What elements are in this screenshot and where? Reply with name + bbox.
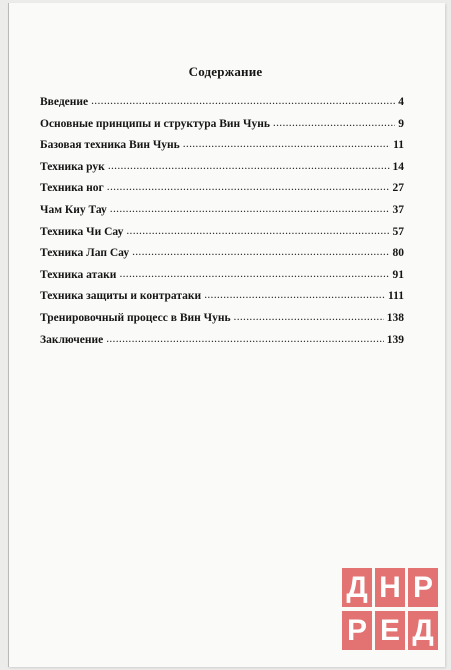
toc-entry-label: Чам Киу Тау xyxy=(40,203,107,216)
toc-dot-leader xyxy=(126,225,389,237)
toc-entry xyxy=(40,204,404,226)
toc-dot-leader xyxy=(132,246,389,258)
toc-entry-page: 9 xyxy=(398,117,404,130)
toc-entry-page: 91 xyxy=(392,268,404,281)
toc-dot-leader xyxy=(108,160,390,172)
toc-dot-leader xyxy=(119,268,389,280)
toc-entry-label: Заключение xyxy=(40,333,104,346)
toc-entry-label: Техника рук xyxy=(40,160,105,173)
toc-entry xyxy=(40,312,404,334)
toc-entry-label: Техника защиты и контратаки xyxy=(40,290,202,303)
toc-entry-page: 111 xyxy=(388,290,404,303)
watermark-top-row xyxy=(342,568,440,607)
toc-entry xyxy=(40,290,404,312)
toc-dot-leader xyxy=(234,311,384,323)
toc-entry xyxy=(40,247,404,269)
watermark-letter: Д xyxy=(342,568,372,607)
toc-entry xyxy=(40,182,404,204)
toc-entry-label: Основные принципы и структура Вин Чунь xyxy=(40,117,270,130)
toc-entry-label: Базовая техника Вин Чунь xyxy=(40,139,180,152)
watermark-logo xyxy=(342,568,440,650)
watermark-letter: Е xyxy=(375,611,405,650)
toc-dot-leader xyxy=(106,333,384,345)
toc-entry xyxy=(40,226,404,248)
toc-entry-label: Техника атаки xyxy=(40,268,117,281)
toc-entry xyxy=(40,334,404,356)
toc-entry-label: Техника Чи Сау xyxy=(40,225,124,238)
toc-dot-leader xyxy=(110,203,390,215)
toc-entry-label: Введение xyxy=(40,96,89,108)
toc-dot-leader xyxy=(91,95,395,107)
toc-entry-page: 57 xyxy=(392,225,404,238)
toc-dot-leader xyxy=(204,289,385,301)
toc-entry xyxy=(40,118,404,140)
toc-dot-leader xyxy=(183,138,390,150)
toc-entry-label: Техника ног xyxy=(40,182,104,195)
watermark-letter: Д xyxy=(408,611,438,650)
toc-entry-page: 139 xyxy=(386,333,404,346)
watermark-bottom-row xyxy=(342,611,440,650)
toc-entry xyxy=(40,161,404,183)
toc-entry-page: 14 xyxy=(392,160,404,173)
toc-entry-label: Техника Лап Сау xyxy=(40,247,130,260)
table-of-contents xyxy=(40,96,404,355)
toc-entry xyxy=(40,269,404,291)
toc-entry-page: 37 xyxy=(392,203,404,216)
watermark-letter: Н xyxy=(375,568,405,607)
toc-entry-page: 138 xyxy=(386,311,404,324)
toc-entry-page: 80 xyxy=(392,247,404,260)
toc-entry-page: 4 xyxy=(398,96,404,108)
toc-entry xyxy=(40,96,404,118)
toc-dot-leader xyxy=(273,117,395,129)
page-title: Содержание xyxy=(188,64,263,79)
toc-entry-label: Тренировочный процесс в Вин Чунь xyxy=(40,311,231,324)
toc-entry-page: 27 xyxy=(392,182,404,195)
watermark-letter: Р xyxy=(342,611,372,650)
toc-entry-page: 11 xyxy=(393,139,404,152)
toc-entry xyxy=(40,139,404,161)
toc-dot-leader xyxy=(107,181,390,193)
watermark-letter: Р xyxy=(408,568,438,607)
